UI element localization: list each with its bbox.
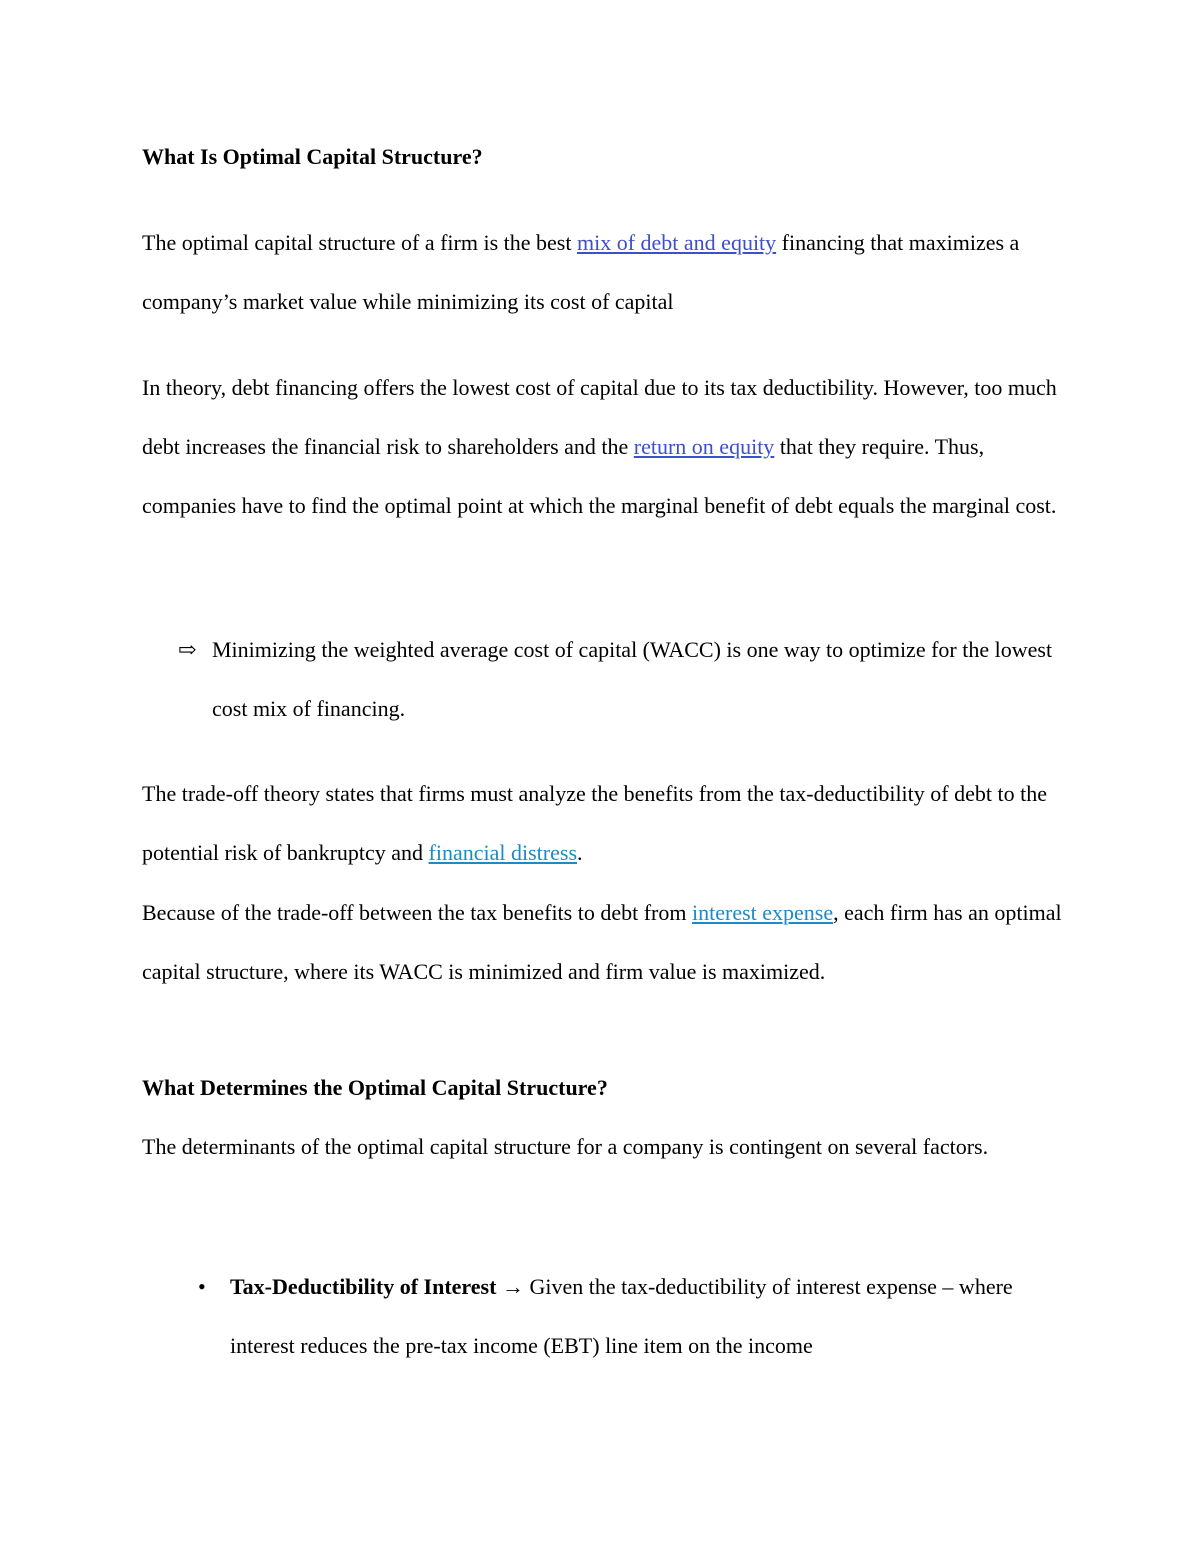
right-arrow-icon: → (496, 1274, 530, 1299)
paragraph-text: The optimal capital structure of a firm is the best (142, 230, 577, 255)
paragraph-text: The trade-off theory states that firms must analyze the benefits from the tax-deductibility of debt to the potential risk of bankruptcy and (142, 781, 1047, 865)
paragraph-text: , each firm has an optimal capital structure, where its WACC is minimized and firm value is maximized. (142, 900, 1062, 984)
paragraph-text: In theory, debt financing offers the lowest cost of capital due to its tax deductibility. However, too much debt increases the financial risk to shareholders and the (142, 375, 1057, 459)
heading-determinants: What Determines the Optimal Capital Structure? (142, 1075, 608, 1100)
paragraph-theory (142, 358, 1062, 535)
paragraph-text: financing that maximizes a company’s market value while minimizing its cost of capital (142, 230, 1020, 314)
bullet-item-body: Given the tax-deductibility of interest expense – where interest reduces the pre-tax income (EBT) line item on the income (230, 1274, 1013, 1358)
link-interest-expense[interactable]: interest expense (692, 900, 834, 925)
paragraph-text: . (577, 840, 583, 865)
paragraph-trade-off-benefits (142, 883, 1062, 1001)
bullet-icon: • (198, 1274, 206, 1299)
paragraph-trade-off-theory (142, 764, 1062, 882)
link-return-on-equity[interactable]: return on equity (633, 434, 775, 459)
paragraph-definition (142, 213, 1062, 331)
paragraph-text: that they require. Thus, companies have to find the optimal point at which the marginal benefit of debt equals the marginal cost. (142, 434, 1057, 518)
bullet-item-title: Tax-Deductibility of Interest (230, 1274, 497, 1299)
bullet-list-item (198, 1257, 1068, 1375)
paragraph-text: Because of the trade-off between the tax benefits to debt from (142, 900, 692, 925)
link-mix-of-debt-and-equity[interactable]: mix of debt and equity (576, 230, 777, 255)
link-financial-distress[interactable]: financial distress (428, 840, 578, 865)
arrow-right-icon: ⇨ (178, 637, 197, 662)
paragraph-determinants: The determinants of the optimal capital structure for a company is contingent on several factors. (142, 1134, 989, 1159)
heading-optimal-capital-structure: What Is Optimal Capital Structure? (142, 144, 483, 169)
arrow-item-text: Minimizing the weighted average cost of capital (WACC) is one way to optimize for the lowest cost mix of financing. (212, 637, 1053, 721)
bullet-item-text (230, 1257, 1068, 1375)
arrow-list-item (178, 620, 1068, 738)
